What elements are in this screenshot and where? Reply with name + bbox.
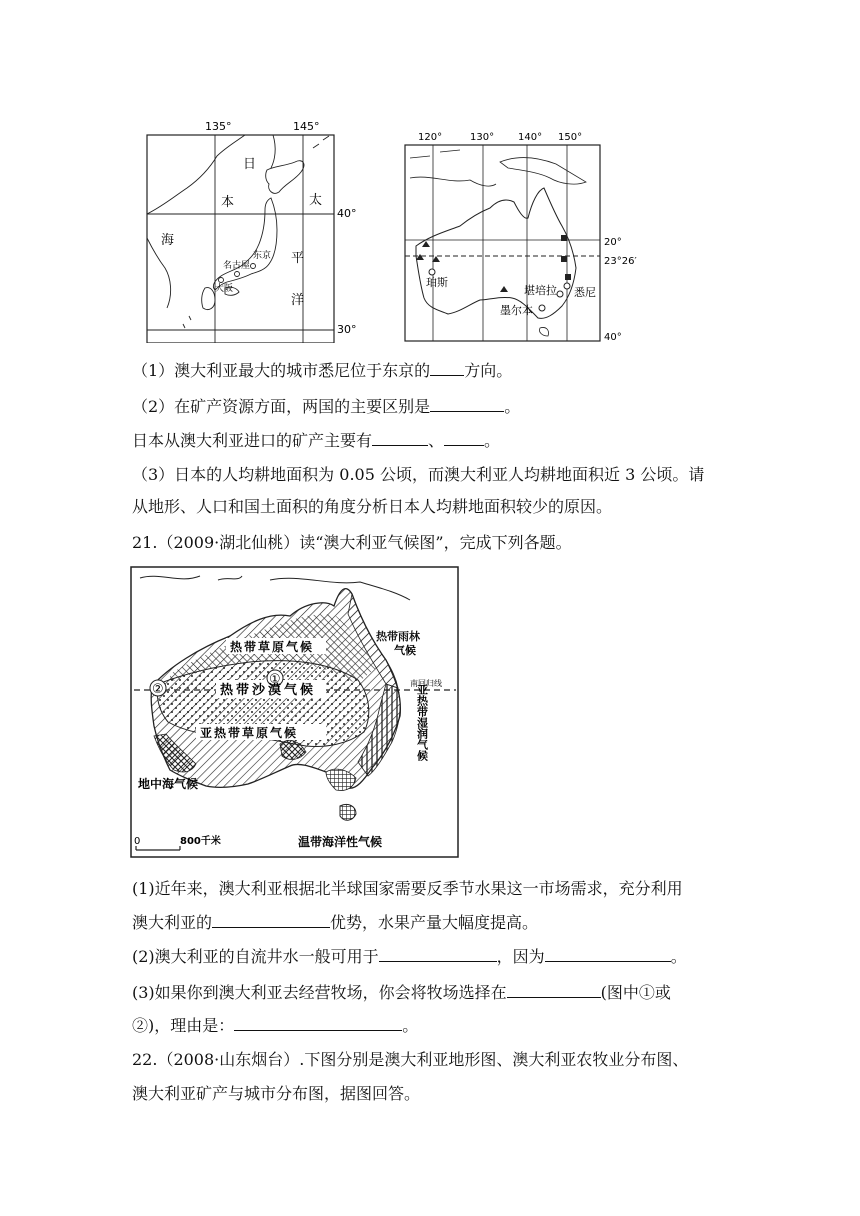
q20-part3a: （3）日本的人均耕地面积为 0.05 公顷，而澳大利亚人均耕地面积近 3 公顷。请 <box>132 465 705 484</box>
lat-label-40: 40° <box>337 207 357 220</box>
q21-part3b: ②)，理由是： 。 <box>132 1016 419 1035</box>
city-label-melbourne: 墨尔本 <box>500 304 533 317</box>
city-dot-perth <box>429 269 435 275</box>
sea-label-tai: 太 <box>309 193 323 208</box>
scale-start-label: 0 <box>134 836 141 847</box>
label-subtropical-grassland: 亚热带草原气候 <box>200 726 299 740</box>
label-temperate-marine: 温带海洋性气候 <box>298 835 383 849</box>
sea-label-yang: 洋 <box>291 293 305 308</box>
lat-label-30: 30° <box>337 323 357 336</box>
lat-label-40: 40° <box>604 332 622 343</box>
lat-label-tropic: 23°26′ <box>604 256 637 267</box>
city-label-osaka: 大阪 <box>215 284 234 294</box>
q21-part3a: (3)如果你到澳大利亚去经营牧场，你会将牧场选择在 (图中①或 <box>132 983 671 1002</box>
city-dot-nagoya <box>235 272 240 277</box>
tasmania-outline <box>340 804 356 820</box>
answer-blank[interactable] <box>372 431 428 446</box>
kyushu-outline <box>202 288 215 310</box>
lon-label-140: 140° <box>518 132 543 143</box>
q21-part1a: (1)近年来，澳大利亚根据北半球国家需要反季节水果这一市场需求，充分利用 <box>132 879 683 898</box>
q22-header-2: 澳大利亚矿产与城市分布图，据图回答。 <box>132 1084 421 1103</box>
q22-header: 22.（2008·山东烟台）.下图分别是澳大利亚地形图、澳大利亚农牧业分布图、 <box>132 1050 689 1069</box>
label-tropic: 南回归线 <box>410 679 442 688</box>
mineral-triangle <box>416 254 424 260</box>
city-dot-sydney <box>564 283 570 289</box>
australia-location-map <box>400 128 640 346</box>
q20-part3b: 从地形、人口和国土面积的角度分析日本人均耕地面积较少的原因。 <box>132 497 613 516</box>
scale-label: 800千米 <box>180 836 221 847</box>
label-mediterranean: 地中海气候 <box>138 777 199 791</box>
label-tropical-grassland: 热带草原气候 <box>230 640 315 654</box>
australia-outline <box>416 188 576 318</box>
mineral-square <box>561 235 567 241</box>
answer-blank[interactable] <box>545 947 671 962</box>
marker-1: ① <box>269 672 281 687</box>
city-dot-tokyo <box>251 264 256 269</box>
q21-header: 21.（2009·湖北仙桃）读“澳大利亚气候图”，完成下列各题。 <box>132 533 572 552</box>
answer-blank[interactable] <box>507 983 601 998</box>
answer-blank[interactable] <box>212 913 330 928</box>
city-label-tokyo: 东京 <box>253 251 272 261</box>
label-rainforest: 热带雨林 <box>376 630 420 643</box>
sea-label-ping: 平 <box>291 251 305 266</box>
q20-part2b: 日本从澳大利亚进口的矿产主要有 、 。 <box>132 431 501 450</box>
label-rainforest-2: 气候 <box>394 644 416 657</box>
label-humid-subtropical: 亚热带湿润气候 <box>415 684 429 761</box>
tasmania-outline <box>539 327 548 336</box>
q21-part2: (2)澳大利亚的自流井水一般可用于 ，因为 。 <box>132 947 687 966</box>
sea-label-ri: 日 <box>243 157 257 172</box>
city-dot-canberra <box>557 291 563 297</box>
answer-blank[interactable] <box>430 361 464 376</box>
marker-2: ② <box>152 682 164 697</box>
lat-label-20: 20° <box>604 237 622 248</box>
mineral-square <box>565 274 571 280</box>
new-guinea-outline <box>500 158 586 185</box>
lon-label-130: 130° <box>470 132 495 143</box>
japan-map <box>145 118 370 343</box>
lon-label-120: 120° <box>418 132 443 143</box>
mineral-triangle <box>500 286 508 292</box>
q20-part2: （2）在矿产资源方面，两国的主要区别是 。 <box>132 397 521 416</box>
city-label-nagoya: 名古屋 <box>223 261 251 271</box>
answer-blank[interactable] <box>234 1016 402 1031</box>
australia-climate-map <box>130 566 460 858</box>
korea-coast <box>147 238 171 308</box>
sea-label-ben: 本 <box>221 195 235 210</box>
answer-blank[interactable] <box>430 397 504 412</box>
lon-label-135: 135° <box>205 120 232 133</box>
answer-blank[interactable] <box>379 947 497 962</box>
city-dot-osaka <box>219 278 224 283</box>
hokkaido-outline <box>266 161 304 194</box>
city-label-perth: 珀斯 <box>426 276 448 289</box>
q21-part1b: 澳大利亚的 优势，水果产量大幅度提高。 <box>132 913 539 932</box>
sakhalin-outline <box>271 135 275 168</box>
q20-part1: （1）澳大利亚最大的城市悉尼位于东京的 方向。 <box>132 361 513 380</box>
lon-label-150: 150° <box>558 132 583 143</box>
city-label-sydney: 悉尼 <box>574 286 596 299</box>
honshu-outline <box>213 198 277 290</box>
city-label-canberra: 堪培拉 <box>524 284 557 297</box>
city-dot-melbourne <box>539 305 545 311</box>
label-tropical-desert: 热带沙漠气候 <box>220 683 317 698</box>
answer-blank[interactable] <box>444 431 484 446</box>
sea-label-hai: 海 <box>161 233 175 248</box>
mineral-square <box>561 256 567 262</box>
lon-label-145: 145° <box>293 120 320 133</box>
